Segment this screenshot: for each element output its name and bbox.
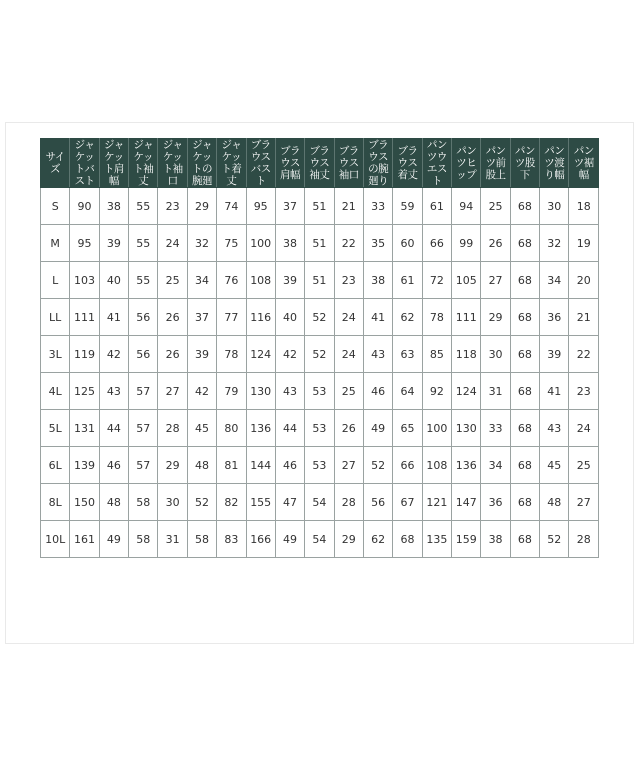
measurement-cell: 61 xyxy=(393,262,422,299)
measurement-cell: 27 xyxy=(569,484,599,521)
measurement-cell: 44 xyxy=(99,410,128,447)
measurement-cell: 68 xyxy=(510,373,539,410)
measurement-cell: 118 xyxy=(452,336,481,373)
header-row xyxy=(41,139,599,188)
measurement-cell: 48 xyxy=(99,484,128,521)
size-label-cell: 3L xyxy=(41,336,70,373)
size-chart-table xyxy=(40,138,599,558)
measurement-cell: 55 xyxy=(129,188,158,225)
measurement-cell: 28 xyxy=(569,521,599,558)
measurement-cell: 136 xyxy=(452,447,481,484)
measurement-cell: 95 xyxy=(246,188,275,225)
measurement-cell: 24 xyxy=(334,299,363,336)
measurement-cell: 41 xyxy=(99,299,128,336)
measurement-cell: 46 xyxy=(363,373,392,410)
measurement-cell: 103 xyxy=(70,262,99,299)
measurement-cell: 119 xyxy=(70,336,99,373)
measurement-cell: 33 xyxy=(481,410,510,447)
header-cell: ブラウス袖丈 xyxy=(305,139,334,188)
measurement-cell: 79 xyxy=(217,373,246,410)
measurement-cell: 53 xyxy=(305,410,334,447)
measurement-cell: 30 xyxy=(481,336,510,373)
measurement-cell: 68 xyxy=(393,521,422,558)
measurement-cell: 22 xyxy=(334,225,363,262)
measurement-cell: 25 xyxy=(158,262,187,299)
measurement-cell: 51 xyxy=(305,225,334,262)
measurement-cell: 51 xyxy=(305,188,334,225)
measurement-cell: 22 xyxy=(569,336,599,373)
measurement-cell: 27 xyxy=(334,447,363,484)
measurement-cell: 68 xyxy=(510,262,539,299)
measurement-cell: 24 xyxy=(158,225,187,262)
measurement-cell: 54 xyxy=(305,521,334,558)
measurement-cell: 58 xyxy=(187,521,216,558)
measurement-cell: 37 xyxy=(187,299,216,336)
size-label-cell: 8L xyxy=(41,484,70,521)
size-label-cell: 4L xyxy=(41,373,70,410)
measurement-cell: 23 xyxy=(158,188,187,225)
measurement-cell: 43 xyxy=(540,410,569,447)
measurement-cell: 27 xyxy=(481,262,510,299)
measurement-cell: 57 xyxy=(129,410,158,447)
measurement-cell: 48 xyxy=(187,447,216,484)
measurement-cell: 124 xyxy=(452,373,481,410)
measurement-cell: 78 xyxy=(422,299,451,336)
measurement-cell: 43 xyxy=(363,336,392,373)
measurement-cell: 39 xyxy=(540,336,569,373)
measurement-cell: 68 xyxy=(510,521,539,558)
table-row xyxy=(41,262,599,299)
measurement-cell: 39 xyxy=(275,262,304,299)
measurement-cell: 56 xyxy=(363,484,392,521)
measurement-cell: 144 xyxy=(246,447,275,484)
header-cell: ジャケット着丈 xyxy=(217,139,246,188)
measurement-cell: 53 xyxy=(305,373,334,410)
table-row xyxy=(41,188,599,225)
measurement-cell: 29 xyxy=(158,447,187,484)
measurement-cell: 92 xyxy=(422,373,451,410)
measurement-cell: 78 xyxy=(217,336,246,373)
measurement-cell: 29 xyxy=(334,521,363,558)
measurement-cell: 49 xyxy=(99,521,128,558)
measurement-cell: 41 xyxy=(363,299,392,336)
measurement-cell: 62 xyxy=(393,299,422,336)
measurement-cell: 57 xyxy=(129,373,158,410)
measurement-cell: 61 xyxy=(422,188,451,225)
measurement-cell: 53 xyxy=(305,447,334,484)
measurement-cell: 26 xyxy=(481,225,510,262)
measurement-cell: 34 xyxy=(540,262,569,299)
measurement-cell: 72 xyxy=(422,262,451,299)
measurement-cell: 68 xyxy=(510,225,539,262)
measurement-cell: 76 xyxy=(217,262,246,299)
measurement-cell: 24 xyxy=(569,410,599,447)
measurement-cell: 60 xyxy=(393,225,422,262)
measurement-cell: 62 xyxy=(363,521,392,558)
measurement-cell: 81 xyxy=(217,447,246,484)
header-cell: ブラウスの腕廻り xyxy=(363,139,392,188)
header-cell: パンツ前股上 xyxy=(481,139,510,188)
measurement-cell: 55 xyxy=(129,262,158,299)
measurement-cell: 90 xyxy=(70,188,99,225)
table-row xyxy=(41,299,599,336)
measurement-cell: 150 xyxy=(70,484,99,521)
size-label-cell: LL xyxy=(41,299,70,336)
header-cell: パンツウエスト xyxy=(422,139,451,188)
measurement-cell: 49 xyxy=(275,521,304,558)
measurement-cell: 31 xyxy=(158,521,187,558)
table-row xyxy=(41,447,599,484)
measurement-cell: 36 xyxy=(540,299,569,336)
table-row xyxy=(41,225,599,262)
measurement-cell: 40 xyxy=(275,299,304,336)
measurement-cell: 36 xyxy=(481,484,510,521)
measurement-cell: 52 xyxy=(305,299,334,336)
measurement-cell: 38 xyxy=(363,262,392,299)
measurement-cell: 21 xyxy=(334,188,363,225)
measurement-cell: 52 xyxy=(540,521,569,558)
size-label-cell: S xyxy=(41,188,70,225)
table-row xyxy=(41,336,599,373)
measurement-cell: 108 xyxy=(422,447,451,484)
measurement-cell: 68 xyxy=(510,336,539,373)
measurement-cell: 66 xyxy=(422,225,451,262)
measurement-cell: 75 xyxy=(217,225,246,262)
measurement-cell: 166 xyxy=(246,521,275,558)
measurement-cell: 40 xyxy=(99,262,128,299)
measurement-cell: 38 xyxy=(275,225,304,262)
measurement-cell: 49 xyxy=(363,410,392,447)
table-row xyxy=(41,484,599,521)
header-cell: ジャケット袖丈 xyxy=(129,139,158,188)
size-label-cell: L xyxy=(41,262,70,299)
measurement-cell: 77 xyxy=(217,299,246,336)
measurement-cell: 33 xyxy=(363,188,392,225)
measurement-cell: 28 xyxy=(334,484,363,521)
measurement-cell: 39 xyxy=(187,336,216,373)
measurement-cell: 108 xyxy=(246,262,275,299)
measurement-cell: 85 xyxy=(422,336,451,373)
header-cell: ジャケットバスト xyxy=(70,139,99,188)
measurement-cell: 95 xyxy=(70,225,99,262)
table-row xyxy=(41,521,599,558)
measurement-cell: 111 xyxy=(70,299,99,336)
header-cell: ジャケット肩幅 xyxy=(99,139,128,188)
measurement-cell: 65 xyxy=(393,410,422,447)
measurement-cell: 47 xyxy=(275,484,304,521)
measurement-cell: 42 xyxy=(187,373,216,410)
measurement-cell: 135 xyxy=(422,521,451,558)
measurement-cell: 124 xyxy=(246,336,275,373)
header-cell: ジャケットの腕廻 xyxy=(187,139,216,188)
measurement-cell: 29 xyxy=(481,299,510,336)
measurement-cell: 27 xyxy=(158,373,187,410)
measurement-cell: 111 xyxy=(452,299,481,336)
header-cell: パンツ裾幅 xyxy=(569,139,599,188)
measurement-cell: 105 xyxy=(452,262,481,299)
measurement-cell: 58 xyxy=(129,484,158,521)
measurement-cell: 58 xyxy=(129,521,158,558)
measurement-cell: 51 xyxy=(305,262,334,299)
measurement-cell: 46 xyxy=(99,447,128,484)
size-label-cell: 6L xyxy=(41,447,70,484)
header-cell: ブラウス肩幅 xyxy=(275,139,304,188)
measurement-cell: 82 xyxy=(217,484,246,521)
measurement-cell: 18 xyxy=(569,188,599,225)
measurement-cell: 20 xyxy=(569,262,599,299)
measurement-cell: 139 xyxy=(70,447,99,484)
measurement-cell: 31 xyxy=(481,373,510,410)
measurement-cell: 23 xyxy=(569,373,599,410)
measurement-cell: 19 xyxy=(569,225,599,262)
measurement-cell: 48 xyxy=(540,484,569,521)
measurement-cell: 68 xyxy=(510,447,539,484)
header-cell: パンツ股下 xyxy=(510,139,539,188)
measurement-cell: 30 xyxy=(158,484,187,521)
measurement-cell: 29 xyxy=(187,188,216,225)
measurement-cell: 38 xyxy=(481,521,510,558)
measurement-cell: 45 xyxy=(540,447,569,484)
measurement-cell: 28 xyxy=(158,410,187,447)
measurement-cell: 32 xyxy=(187,225,216,262)
measurement-cell: 83 xyxy=(217,521,246,558)
size-label-cell: M xyxy=(41,225,70,262)
measurement-cell: 116 xyxy=(246,299,275,336)
measurement-cell: 24 xyxy=(334,336,363,373)
measurement-cell: 94 xyxy=(452,188,481,225)
measurement-cell: 25 xyxy=(334,373,363,410)
measurement-cell: 34 xyxy=(481,447,510,484)
measurement-cell: 44 xyxy=(275,410,304,447)
header-cell: ジャケット袖口 xyxy=(158,139,187,188)
measurement-cell: 56 xyxy=(129,299,158,336)
measurement-cell: 55 xyxy=(129,225,158,262)
measurement-cell: 68 xyxy=(510,299,539,336)
measurement-cell: 67 xyxy=(393,484,422,521)
measurement-cell: 35 xyxy=(363,225,392,262)
measurement-cell: 43 xyxy=(275,373,304,410)
measurement-cell: 74 xyxy=(217,188,246,225)
measurement-cell: 25 xyxy=(569,447,599,484)
measurement-cell: 59 xyxy=(393,188,422,225)
size-label-cell: 5L xyxy=(41,410,70,447)
measurement-cell: 26 xyxy=(334,410,363,447)
table-row xyxy=(41,373,599,410)
size-label-cell: 10L xyxy=(41,521,70,558)
measurement-cell: 63 xyxy=(393,336,422,373)
measurement-cell: 45 xyxy=(187,410,216,447)
measurement-cell: 161 xyxy=(70,521,99,558)
measurement-cell: 68 xyxy=(510,484,539,521)
header-cell: ブラウス袖口 xyxy=(334,139,363,188)
measurement-cell: 42 xyxy=(99,336,128,373)
measurement-cell: 23 xyxy=(334,262,363,299)
measurement-cell: 131 xyxy=(70,410,99,447)
measurement-cell: 130 xyxy=(452,410,481,447)
measurement-cell: 34 xyxy=(187,262,216,299)
measurement-cell: 80 xyxy=(217,410,246,447)
measurement-cell: 130 xyxy=(246,373,275,410)
size-chart-body xyxy=(41,188,599,558)
measurement-cell: 121 xyxy=(422,484,451,521)
measurement-cell: 54 xyxy=(305,484,334,521)
measurement-cell: 46 xyxy=(275,447,304,484)
measurement-cell: 25 xyxy=(481,188,510,225)
measurement-cell: 66 xyxy=(393,447,422,484)
measurement-cell: 26 xyxy=(158,336,187,373)
size-chart-header xyxy=(41,139,599,188)
header-cell: パンツ渡り幅 xyxy=(540,139,569,188)
measurement-cell: 32 xyxy=(540,225,569,262)
measurement-cell: 125 xyxy=(70,373,99,410)
measurement-cell: 52 xyxy=(363,447,392,484)
measurement-cell: 57 xyxy=(129,447,158,484)
measurement-cell: 21 xyxy=(569,299,599,336)
measurement-cell: 159 xyxy=(452,521,481,558)
measurement-cell: 38 xyxy=(99,188,128,225)
measurement-cell: 39 xyxy=(99,225,128,262)
measurement-cell: 52 xyxy=(305,336,334,373)
table-row xyxy=(41,410,599,447)
measurement-cell: 68 xyxy=(510,188,539,225)
measurement-cell: 64 xyxy=(393,373,422,410)
measurement-cell: 155 xyxy=(246,484,275,521)
header-cell: ブラウスバスト xyxy=(246,139,275,188)
header-size: サイズ xyxy=(41,139,70,188)
measurement-cell: 37 xyxy=(275,188,304,225)
measurement-cell: 56 xyxy=(129,336,158,373)
measurement-cell: 42 xyxy=(275,336,304,373)
measurement-cell: 147 xyxy=(452,484,481,521)
measurement-cell: 43 xyxy=(99,373,128,410)
measurement-cell: 41 xyxy=(540,373,569,410)
header-cell: パンツヒップ xyxy=(452,139,481,188)
measurement-cell: 30 xyxy=(540,188,569,225)
measurement-cell: 99 xyxy=(452,225,481,262)
measurement-cell: 68 xyxy=(510,410,539,447)
measurement-cell: 52 xyxy=(187,484,216,521)
measurement-cell: 100 xyxy=(422,410,451,447)
measurement-cell: 136 xyxy=(246,410,275,447)
measurement-cell: 100 xyxy=(246,225,275,262)
measurement-cell: 26 xyxy=(158,299,187,336)
header-cell: ブラウス着丈 xyxy=(393,139,422,188)
